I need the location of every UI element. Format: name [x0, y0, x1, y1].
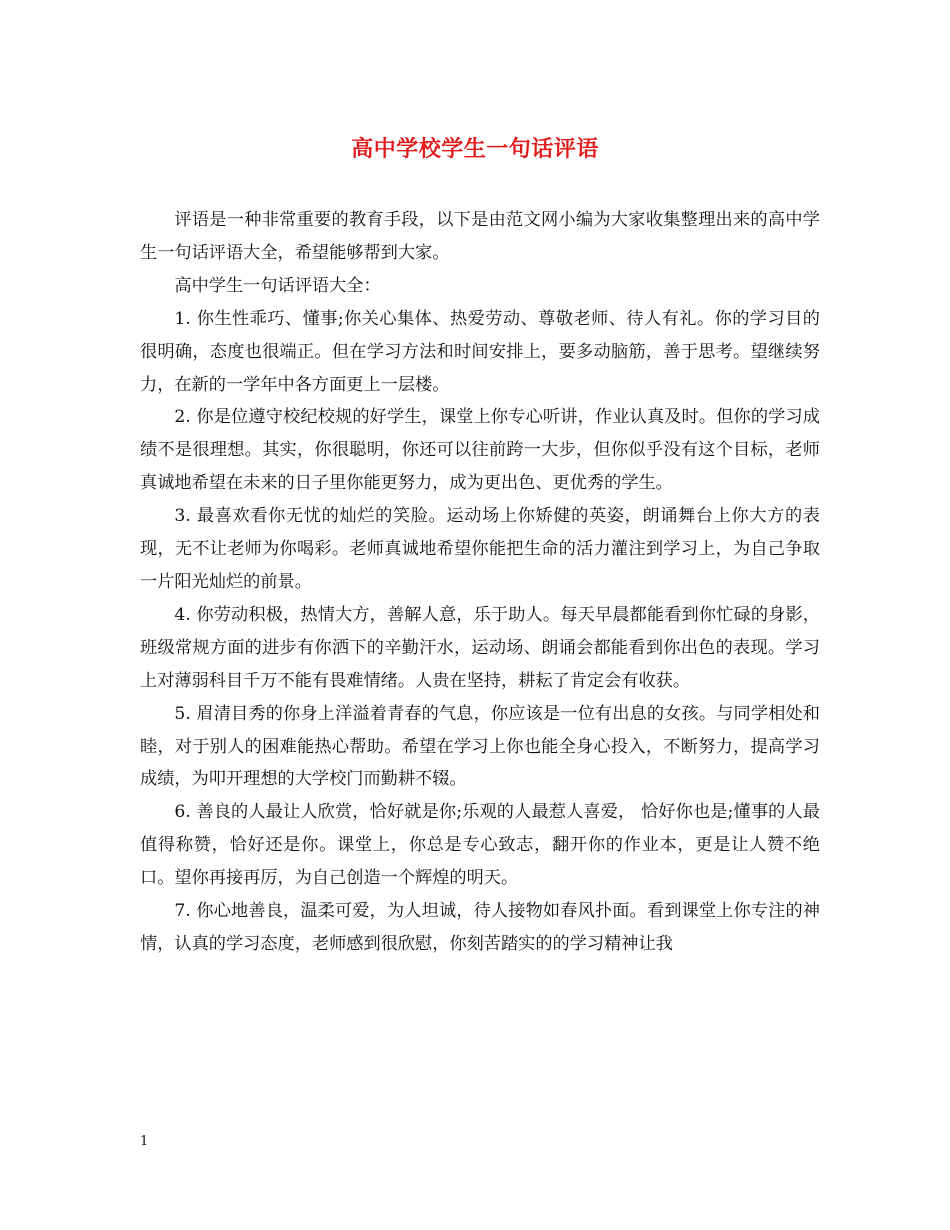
document-body	[140, 204, 820, 961]
comment-item-4: 4. 你劳动积极，热情大方，善解人意，乐于助人。每天早晨都能看到你忙碌的身影，班级常规方面的进步有你洒下的辛勤汗水，运动场、朗诵会都能看到你出色的表现。学习上对薄弱科目千万不能有畏难情绪。人贵在坚持，耕耘了肯定会有收获。	[140, 604, 820, 691]
comment-item-5: 5. 眉清目秀的你身上洋溢着青春的气息，你应该是一位有出息的女孩。与同学相处和睦，对于别人的困难能热心帮助。希望在学习上你也能全身心投入，不断努力，提高学习成绩，为叩开理想的大学校门而勤耕不辍。	[140, 703, 820, 790]
comment-item-1: 1. 你生性乖巧、懂事;你关心集体、热爱劳动、尊敬老师、待人有礼。你的学习目的很明确，态度也很端正。但在学习方法和时间安排上，要多动脑筋，善于思考。望继续努力，在新的一学年中各方面更上一层楼。	[140, 308, 820, 395]
comment-item-7: 7. 你心地善良，温柔可爱，为人坦诚，待人接物如春风扑面。看到课堂上你专注的神情，认真的学习态度，老师感到很欣慰，你刻苦踏实的的学习精神让我	[140, 901, 820, 954]
comment-item-3: 3. 最喜欢看你无忧的灿烂的笑脸。运动场上你矫健的英姿，朗诵舞台上你大方的表现，无不让老师为你喝彩。老师真诚地希望你能把生命的活力灌注到学习上，为自己争取一片阳光灿烂的前景。	[140, 506, 820, 592]
section-heading: 高中学生一句话评语大全：	[174, 275, 381, 296]
page-number: 1	[140, 1134, 149, 1149]
comment-item-2: 2. 你是位遵守校纪校规的好学生，课堂上你专心听讲，作业认真及时。但你的学习成绩不是很理想。其实，你很聪明，你还可以往前跨一大步，但你似乎没有这个目标，老师真诚地希望在未来的日子里你能更努力，成为更出色、更优秀的学生。	[140, 407, 820, 494]
intro-paragraph: 评语是一种非常重要的教育手段，以下是由范文网小编为大家收集整理出来的高中学生一句话评语大全，希望能够帮到大家。	[140, 210, 820, 263]
comment-item-6: 6. 善良的人最让人欣赏，恰好就是你;乐观的人最惹人喜爱， 恰好你也是;懂事的人最值得称赞，恰好还是你。课堂上，你总是专心致志，翻开你的作业本，更是让人赞不绝口。望你再接再厉，为自己创造一个辉煌的明天。	[140, 802, 820, 889]
document-title: 高中学校学生一句话评语	[351, 136, 599, 162]
